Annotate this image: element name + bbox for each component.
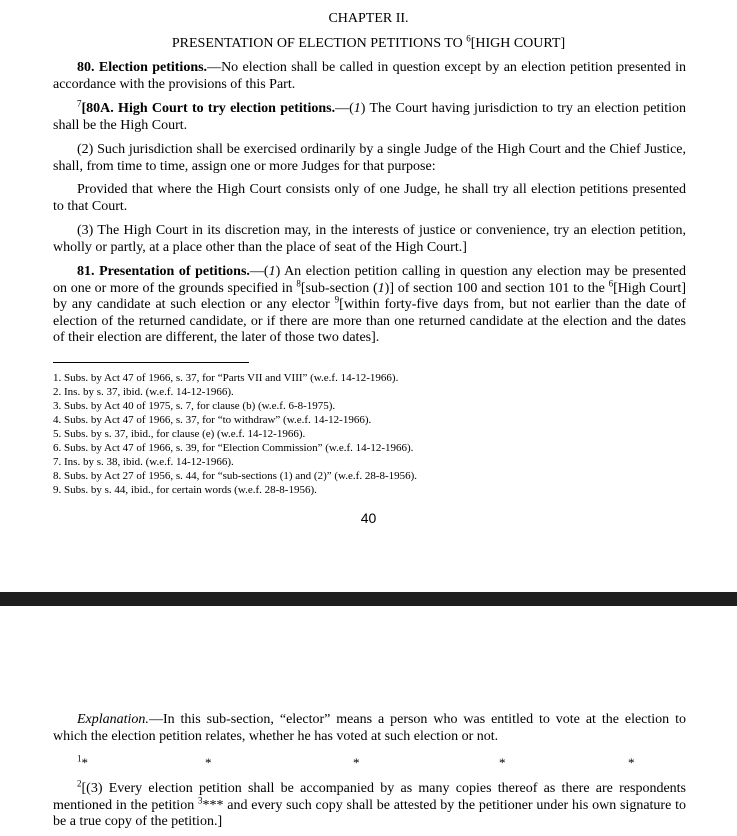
footnote: 5. Subs. by s. 37, ibid., for clause (e) (w.e.f. 14-12-1966).: [53, 428, 306, 440]
footnote: 2. Ins. by s. 37, ibid. (w.e.f. 14-12-1966).: [53, 386, 234, 398]
section-81-3-text: [(3) Every election petition shall be accompanied by as many copies thereof as there are respondents mentioned in the petition: [53, 781, 686, 813]
heading-text-court: [HIGH COURT]: [470, 36, 566, 51]
omission-star: *: [628, 755, 635, 770]
subsection-number: 1: [268, 264, 276, 279]
section-81: [53, 264, 686, 347]
section-heading: [0, 33, 737, 52]
subsection-number: 1: [353, 101, 361, 116]
omission-star: *: [499, 755, 506, 770]
section-80-text: —No election shall be called in question except by an election petition presented in accordance with the provisions of this Part.: [53, 60, 686, 92]
section-80a-title: [80A. High Court to try election petitions.: [81, 101, 336, 116]
star: *: [81, 755, 88, 770]
footnote: 3. Subs. by Act 40 of 1975, s. 7, for clause (b) (w.e.f. 6-8-1975).: [53, 400, 336, 412]
dash: —(: [335, 101, 354, 116]
footnote-ref: 7: [77, 98, 82, 109]
footnote: 6. Subs. by Act 47 of 1966, s. 39, for “Election Commission” (w.e.f. 14-12-1966).: [53, 442, 414, 454]
footnote-ref: 2: [77, 778, 82, 789]
section-81-text: [High Court] by any candidate at such election or any elector: [53, 280, 686, 312]
footnote: 1. Subs. by Act 47 of 1966, s. 37, for “Parts VII and VIII” (w.e.f. 14-12-1966).: [53, 372, 399, 384]
section-80a-proviso: Provided that where the High Court consists only of one Judge, he shall try all election petitions presented to that Court.: [53, 182, 686, 214]
section-81-3: [53, 778, 686, 831]
section-81-3-text: and every such copy shall be attested by the petitioner under his own signature to be a true copy of the petition.]: [53, 797, 686, 829]
page-separator: [0, 592, 737, 606]
footnote: 8. Subs. by Act 27 of 1956, s. 44, for “sub-sections (1) and (2)” (w.e.f. 28-8-1956).: [53, 470, 418, 482]
section-81-text: [sub-section (: [300, 280, 378, 296]
footnote: 4. Subs. by Act 47 of 1966, s. 37, for “to withdraw” (w.e.f. 14-12-1966).: [53, 414, 372, 426]
section-80a-2: (2) Such jurisdiction shall be exercised ordinarily by a single Judge of the High Court and the Chief Justice, shall, from time to time, assign one or more Judges for that purpose:: [53, 142, 686, 174]
footnote: 7. Ins. by s. 38, ibid. (w.e.f. 14-12-1966).: [53, 456, 234, 468]
section-80a: [53, 98, 686, 134]
footnote-divider: [53, 362, 249, 363]
section-80-title: 80. Election petitions.: [77, 60, 208, 75]
explanation: [53, 712, 686, 745]
heading-text: PRESENTATION OF ELECTION PETITIONS TO: [171, 36, 467, 51]
section-80: [53, 60, 686, 93]
section-81-text: )] of section 100 and section 101 to the: [384, 280, 609, 296]
footnote-ref: 3: [197, 794, 203, 805]
section-80a-text: ) The Court having jurisdiction to try an election petition shall be the High Court.: [53, 101, 686, 133]
footnote: 9. Subs. by s. 44, ibid., for certain words (w.e.f. 28-8-1956).: [53, 484, 317, 496]
footnote-ref: 9: [334, 294, 340, 305]
footnote-ref: 6: [608, 277, 614, 288]
footnote-ref: 8: [296, 277, 301, 288]
section-81-text: [within forty-five days from, but not earlier than the date of election of the returned candidate, or if there are more than one returned candidate at the election and the dates of their election are different, the later of those two dates].: [53, 297, 686, 345]
omitted-words: ***: [202, 797, 224, 813]
dash: —(: [249, 264, 269, 279]
footnotes: [53, 371, 693, 497]
section-80a-3: (3) The High Court in its discretion may, in the interests of justice or convenience, try an election petition, wholly or partly, at a place other than the place of seat of the High Court.]: [53, 223, 686, 255]
page-number: 40: [360, 510, 377, 526]
explanation-text: —In this sub-section, “elector” means a person who was entitled to vote at the election to which the election petition relates, whether he has voted at such election or not.: [53, 712, 686, 744]
explanation-label: Explanation.: [77, 712, 149, 727]
section-81-text: ) An election petition calling in question any election may be presented on one or more of the grounds specified in: [53, 264, 686, 296]
footnote-ref: 6: [466, 33, 471, 44]
omission-star: [77, 753, 88, 771]
omission-star: *: [353, 755, 360, 770]
omission-star: *: [205, 755, 212, 770]
subsection-number: 1: [377, 280, 385, 296]
footnote-ref: 1: [77, 753, 82, 764]
chapter-title: CHAPTER II.: [328, 11, 409, 26]
section-81-title: 81. Presentation of petitions.: [77, 264, 250, 279]
